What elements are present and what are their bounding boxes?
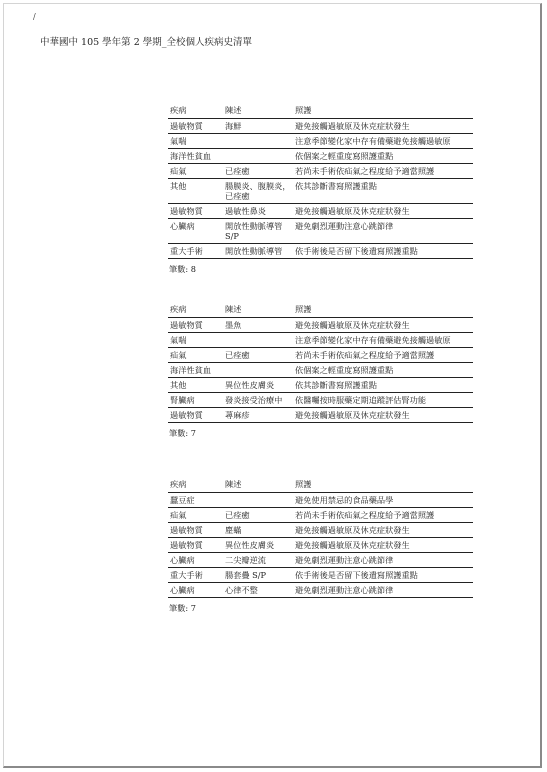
care-cell: 避免接觸過敏原及休克症狀發生	[293, 523, 473, 538]
table-row	[168, 408, 473, 423]
disease-cell: 過敏物質	[168, 318, 223, 333]
table-row	[168, 583, 473, 598]
disease-cell: 腎臟病	[168, 393, 223, 408]
record-count: 筆數: 7	[169, 428, 196, 438]
table-row	[168, 523, 473, 538]
disease-section-3	[168, 477, 473, 614]
description-cell: 異位性皮膚炎	[223, 538, 293, 553]
care-cell: 依其診斷書寫照護重點	[293, 378, 473, 393]
table-row	[168, 134, 473, 149]
table-row	[168, 219, 473, 244]
disease-table	[168, 103, 473, 259]
column-header-care: 照護	[293, 477, 473, 493]
record-count: 筆數: 7	[169, 603, 196, 613]
description-cell: 蕁麻疹	[223, 408, 293, 423]
description-cell: 心律不整	[223, 583, 293, 598]
column-header-disease: 疾病	[168, 477, 223, 493]
care-cell: 依個案之輕重度寫照護重點	[293, 149, 473, 164]
table-row	[168, 553, 473, 568]
description-cell: 已痊癒	[223, 164, 293, 179]
disease-section-2	[168, 302, 473, 439]
description-cell	[223, 493, 293, 508]
description-cell	[223, 149, 293, 164]
care-cell: 依醫囑按時服藥定期追蹤評估腎功能	[293, 393, 473, 408]
table-row	[168, 568, 473, 583]
table-header-row	[168, 302, 473, 318]
description-cell: 開放性動脈導管 S/P	[223, 219, 293, 244]
care-cell: 避免接觸過敏原及休克症狀發生	[293, 408, 473, 423]
disease-cell: 重大手術	[168, 244, 223, 259]
description-cell: 已痊癒	[223, 348, 293, 363]
care-cell: 依個案之輕重度寫照護重點	[293, 363, 473, 378]
column-header-description: 陳述	[223, 302, 293, 318]
table-row	[168, 538, 473, 553]
column-header-description: 陳述	[223, 477, 293, 493]
disease-cell: 疝氣	[168, 348, 223, 363]
table-row	[168, 244, 473, 259]
description-cell: 海鮮	[223, 119, 293, 134]
disease-table	[168, 477, 473, 598]
disease-cell: 氣喘	[168, 333, 223, 348]
column-header-disease: 疾病	[168, 103, 223, 119]
care-cell: 注意季節變化家中存有備藥避免接觸過敏原	[293, 134, 473, 149]
care-cell: 若尚未手術依疝氣之程度給予適當照護	[293, 508, 473, 523]
table-header-row	[168, 103, 473, 119]
care-cell: 依其診斷書寫照護重點	[293, 179, 473, 204]
description-cell: 二尖瓣逆流	[223, 553, 293, 568]
care-cell: 依手術後是否留下後遺寫照護重點	[293, 244, 473, 259]
description-cell: 過敏性鼻炎	[223, 204, 293, 219]
table-row	[168, 179, 473, 204]
description-cell: 塵蟎	[223, 523, 293, 538]
column-header-care: 照護	[293, 302, 473, 318]
description-cell: 已痊癒	[223, 508, 293, 523]
care-cell: 若尚未手術依疝氣之程度給予適當照護	[293, 348, 473, 363]
description-cell: 腸膜炎、腹膜炎，已痊癒	[223, 179, 293, 204]
care-cell: 注意季節變化家中存有備藥避免接觸過敏原	[293, 333, 473, 348]
table-row	[168, 348, 473, 363]
disease-cell: 氣喘	[168, 134, 223, 149]
disease-cell: 過敏物質	[168, 119, 223, 134]
care-cell: 避免接觸過敏原及休克症狀發生	[293, 204, 473, 219]
disease-section-1	[168, 103, 473, 275]
disease-cell: 重大手術	[168, 568, 223, 583]
care-cell: 避免使用禁忌的食品藥品學	[293, 493, 473, 508]
table-row	[168, 378, 473, 393]
disease-cell: 海洋性貧血	[168, 149, 223, 164]
description-cell	[223, 134, 293, 149]
care-cell: 避免劇烈運動注意心跳節律	[293, 553, 473, 568]
table-row	[168, 333, 473, 348]
disease-cell: 過敏物質	[168, 538, 223, 553]
description-cell	[223, 363, 293, 378]
description-cell: 開放性動脈導管	[223, 244, 293, 259]
table-row	[168, 119, 473, 134]
description-cell: 腸套疊 S/P	[223, 568, 293, 583]
disease-cell: 心臟病	[168, 219, 223, 244]
disease-cell: 心臟病	[168, 553, 223, 568]
disease-cell: 過敏物質	[168, 204, 223, 219]
document-title: 中華國中 105 學年第 2 學期_全校個人疾病史清單	[40, 37, 253, 48]
disease-cell: 其他	[168, 179, 223, 204]
disease-table	[168, 302, 473, 423]
table-row	[168, 493, 473, 508]
care-cell: 依手術後是否留下後遺寫照護重點	[293, 568, 473, 583]
table-row	[168, 508, 473, 523]
table-header-row	[168, 477, 473, 493]
care-cell: 避免接觸過敏原及休克症狀發生	[293, 318, 473, 333]
care-cell: 避免劇烈運動注意心跳節律	[293, 583, 473, 598]
table-row	[168, 363, 473, 378]
description-cell	[223, 333, 293, 348]
record-count: 筆數: 8	[169, 264, 196, 274]
column-header-disease: 疾病	[168, 302, 223, 318]
table-row	[168, 149, 473, 164]
disease-cell: 其他	[168, 378, 223, 393]
care-cell: 避免接觸過敏原及休克症狀發生	[293, 538, 473, 553]
disease-cell: 過敏物質	[168, 408, 223, 423]
table-row	[168, 164, 473, 179]
description-cell: 異位性皮膚炎	[223, 378, 293, 393]
column-header-care: 照護	[293, 103, 473, 119]
description-cell: 發炎接受治療中	[223, 393, 293, 408]
table-row	[168, 318, 473, 333]
care-cell: 若尚未手術依疝氣之程度給予適當照護	[293, 164, 473, 179]
disease-cell: 過敏物質	[168, 523, 223, 538]
description-cell: 墨魚	[223, 318, 293, 333]
care-cell: 避免劇烈運動注意心跳節律	[293, 219, 473, 244]
corner-mark: /	[33, 12, 36, 21]
disease-cell: 海洋性貧血	[168, 363, 223, 378]
table-row	[168, 393, 473, 408]
care-cell: 避免接觸過敏原及休克症狀發生	[293, 119, 473, 134]
table-row	[168, 204, 473, 219]
disease-cell: 蠶豆症	[168, 493, 223, 508]
disease-cell: 心臟病	[168, 583, 223, 598]
column-header-description: 陳述	[223, 103, 293, 119]
disease-cell: 疝氣	[168, 164, 223, 179]
disease-cell: 疝氣	[168, 508, 223, 523]
